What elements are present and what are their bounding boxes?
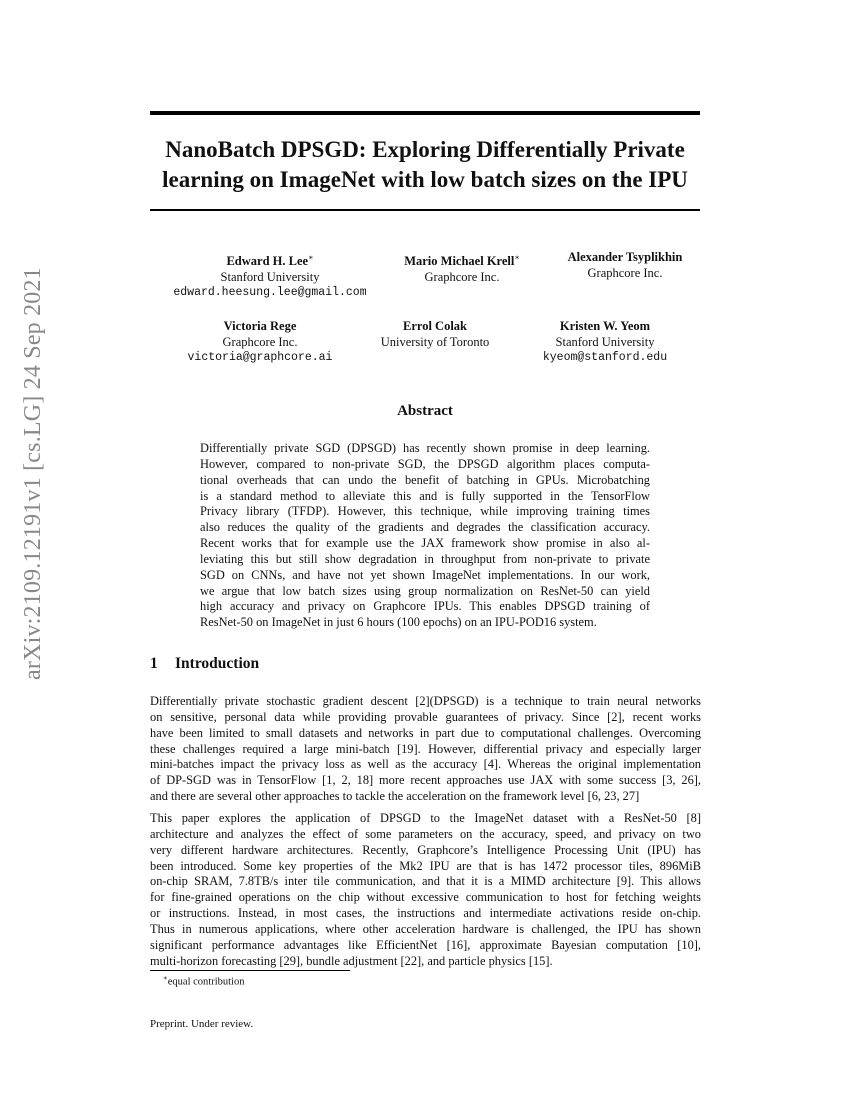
paragraph-line: these challenges required a large mini-batch [19]. However, differential privacy and especially larger — [150, 741, 701, 756]
section-heading — [150, 655, 259, 673]
paragraph-line: mini-batches impact the privacy loss as well as the accuracy [4]. Whereas the original implementation — [150, 757, 701, 772]
author-email: victoria@graphcore.ai — [187, 351, 333, 364]
paragraph-line: on-chip SRAM, 7.8TB/s inter tile communication, and that it is a MIMD architecture [9]. This allows — [150, 874, 701, 889]
author-affiliation: Stanford University — [555, 334, 655, 349]
intro-paragraph-1 — [150, 694, 701, 805]
abstract-line: ResNet-50 on ImageNet in just 6 hours (100 epochs) on an IPU-POD16 system. — [200, 615, 597, 630]
author-block — [170, 319, 350, 366]
paragraph-line: or instructions. Instead, in most cases, the instructions and intermediate activations reside on-chip. — [150, 906, 701, 921]
intro-paragraph-2 — [150, 811, 701, 969]
footnote-text: equal contribution — [167, 976, 245, 988]
abstract-line: high accuracy and privacy on Graphcore IPUs. This enables DPSGD training of — [200, 599, 650, 614]
author-affiliation: Graphcore Inc. — [587, 265, 663, 280]
paragraph-line: and there are several other approaches to tackle the acceleration on the framework level [6, 23, 27] — [150, 789, 640, 804]
paragraph-line: significant performance advantages like EfficientNet [16], approximate Bayesian computation [10], — [150, 937, 701, 952]
section-title: Introduction — [175, 655, 260, 672]
abstract-line: SGD on CNNs, and have not yet shown ImageNet implementations. In our work, — [200, 567, 650, 582]
abstract-heading: Abstract — [397, 403, 453, 419]
section-number: 1 — [150, 655, 158, 672]
author-mark: ∗ — [514, 253, 520, 262]
paragraph-line: of DP-SGD was in TensorFlow [1, 2, 18] more recent approaches use JAX with some success [3, 26], — [150, 773, 701, 788]
footnote — [163, 974, 244, 988]
author-affiliation: Graphcore Inc. — [222, 334, 298, 349]
abstract-line: Privacy library (TFDP). However, this technique, while improving training times — [200, 504, 650, 519]
author-affiliation: University of Toronto — [380, 334, 490, 349]
paragraph-line: on sensitive, personal data while providing provable guarantees of privacy. Since [2], recent works — [150, 709, 701, 724]
author-name: Kristen W. Yeom — [559, 319, 651, 333]
paragraph-line: Differentially private stochastic gradient descent [2](DPSGD) is a technique to train neural networks — [150, 694, 701, 708]
abstract-line: Recent works that for example use the JAX framework show promise in also al- — [200, 536, 650, 551]
author-email: edward.heesung.lee@gmail.com — [173, 286, 367, 300]
paragraph-line: This paper explores the application of DPSGD to the ImageNet dataset with a ResNet-50 [8] — [150, 811, 701, 825]
paragraph-line: very different hardware architectures. Recently, Graphcore’s Intelligence Processing Unit (IPU) has — [150, 842, 701, 857]
title-line: learning on ImageNet with low batch sizes on the IPU — [162, 167, 688, 192]
author-mark: ∗ — [308, 253, 314, 262]
abstract-body — [200, 441, 650, 631]
abstract-line: leviating this but still show degradation in throughput from non-private to private — [200, 551, 650, 566]
author-block — [365, 319, 505, 350]
paragraph-line: Thus in numerous applications, where other acceleration hardware is challenged, the IPU has shown — [150, 921, 701, 936]
author-name: Alexander Tsyplikhin — [567, 250, 683, 264]
author-name: Victoria Rege — [223, 319, 297, 333]
paragraph-line: architecture and analyzes the effect of some parameters on the accuracy, speed, and privacy on two — [150, 826, 701, 841]
title-line: NanoBatch DPSGD: Exploring Differentially Private — [165, 137, 685, 162]
author-block — [540, 250, 710, 281]
arxiv-stamp: arXiv:2109.12191v1 [cs.LG] 24 Sep 2021 — [20, 267, 46, 680]
preprint-note: Preprint. Under review. — [150, 1018, 254, 1030]
paper-title — [150, 135, 700, 195]
abstract-line: also reduces the quality of the gradients and degrades the classification accuracy. — [200, 520, 650, 535]
abstract-line: However, compared to non-private SGD, the DPSGD algorithm places computa- — [200, 456, 650, 471]
author-name: Errol Colak — [402, 319, 467, 333]
author-email: kyeom@stanford.edu — [542, 351, 668, 364]
abstract-line: tional overheads that can undo the benefit of batching in GPUs. Microbatching — [200, 472, 650, 487]
author-block — [525, 319, 685, 366]
title-rule-bottom — [150, 209, 700, 211]
footnote-mark: ∗ — [163, 974, 168, 982]
author-affiliation: Graphcore Inc. — [424, 269, 500, 284]
abstract-line: Differentially private SGD (DPSGD) has recently shown promise in deep learning. — [200, 441, 650, 455]
paragraph-line: been introduced. Some key properties of the Mk2 IPU are that is has 1472 processor tiles, 896MiB — [150, 858, 701, 873]
author-name: Mario Michael Krell — [404, 254, 515, 269]
abstract-line: is a standard method to alleviate this and is fully supported in the TensorFlow — [200, 488, 650, 503]
paragraph-line: for fine-grained operations on the chip without excessive communication to host for fetching weights — [150, 890, 701, 905]
paragraph-line: multi-horizon forecasting [29], bundle adjustment [22], and particle physics [15]. — [150, 953, 553, 968]
title-rule-top — [150, 111, 700, 115]
author-block — [160, 250, 380, 301]
author-name: Edward H. Lee — [226, 254, 309, 269]
footnote-rule — [150, 970, 350, 971]
abstract-line: we argue that low batch sizes using group normalization on ResNet-50 can yield — [200, 583, 650, 598]
author-block — [382, 250, 542, 285]
author-affiliation: Stanford University — [220, 269, 320, 284]
paragraph-line: have been limited to small datasets and networks in part due to computational challenges. Overcoming — [150, 725, 701, 740]
